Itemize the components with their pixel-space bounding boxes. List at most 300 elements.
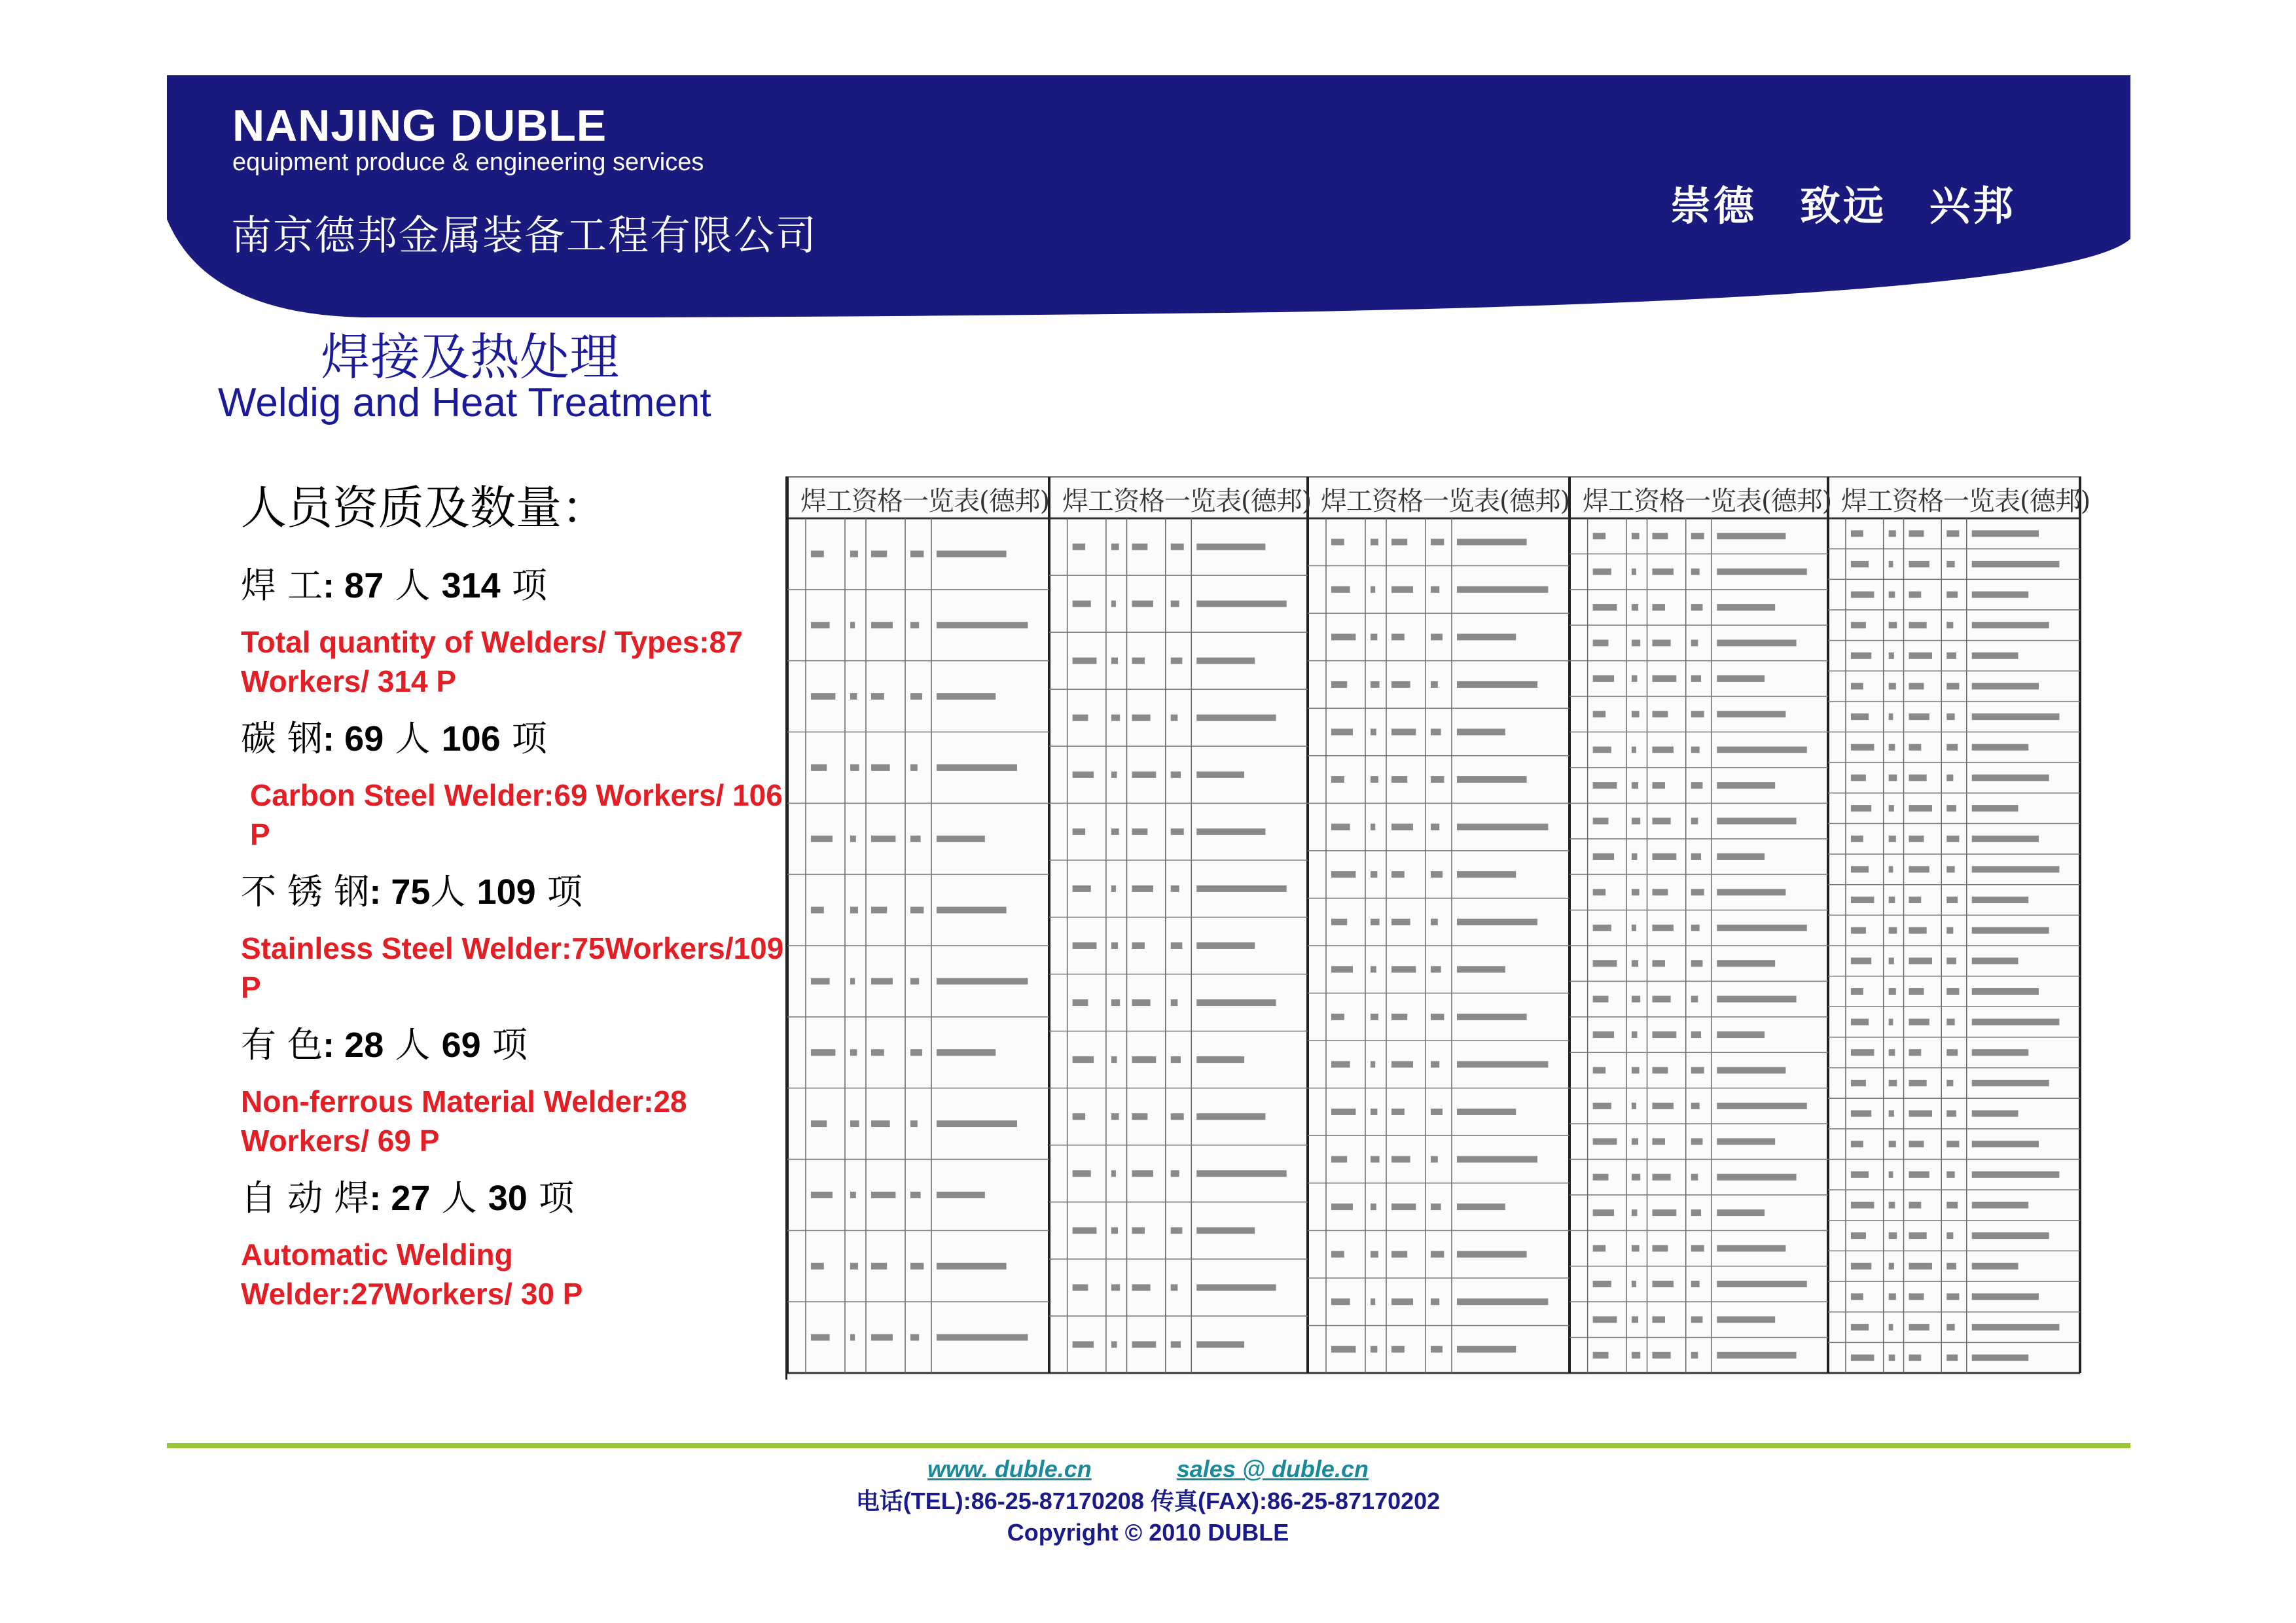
scan-text-mark [1909, 957, 1932, 964]
stat-carbon-steel: 碳 钢: 69 人 106 项 Carbon Steel Welder:69 Workers/ 106 P [241, 713, 784, 854]
scan-text-mark [1331, 586, 1350, 593]
scan-text-mark [1851, 927, 1866, 934]
stat-total: 焊 工: 87 人 314 项 Total quantity of Welders/ Types:87 Workers/ 314 P [241, 560, 784, 701]
scan-text-mark [1889, 592, 1895, 598]
scan-text-mark [1691, 639, 1698, 646]
scan-text-mark [1851, 1263, 1871, 1270]
scan-text-mark [1889, 927, 1897, 934]
scan-text-mark [1632, 639, 1640, 646]
scan-text-mark [937, 1192, 985, 1198]
scan-text-mark [1371, 1204, 1376, 1210]
scan-text-mark [1972, 1049, 2028, 1056]
scan-text-mark [1371, 1346, 1377, 1353]
scan-text-mark [1653, 1103, 1674, 1109]
scan-text-mark [1171, 544, 1184, 550]
scan-text-mark [1653, 1174, 1671, 1181]
scan-text-mark [1371, 1156, 1380, 1163]
scan-text-mark [910, 907, 924, 914]
scan-text-mark [1431, 871, 1443, 878]
scan-text-mark [1132, 885, 1153, 892]
scan-text-mark [1909, 744, 1922, 751]
scan-text-mark [1972, 927, 2049, 934]
scan-text-mark [1889, 1324, 1893, 1330]
scan-text-mark [1889, 1355, 1895, 1361]
scan-text-mark [1946, 927, 1953, 934]
scan-text-mark [1691, 1245, 1704, 1252]
scan-text-mark [1717, 1067, 1785, 1073]
scan-text-mark [1431, 1061, 1439, 1067]
scan-text-mark [1972, 1019, 2060, 1026]
scan-text-mark [1331, 919, 1347, 925]
scan-text-mark [1972, 1080, 2049, 1086]
scan-text-mark [1889, 1232, 1897, 1239]
scan-text-mark [1196, 772, 1244, 778]
scan-text-mark [1632, 1138, 1638, 1145]
scan-text-mark [1132, 544, 1148, 550]
scan-text-mark [850, 1120, 859, 1127]
scan-text-mark [1391, 729, 1416, 736]
scan-text-mark [871, 1263, 887, 1270]
scan-text-mark [1909, 927, 1927, 934]
scan-text-mark [1593, 1067, 1605, 1073]
scan-text-mark [1431, 633, 1443, 640]
scan-text-mark [1593, 1245, 1605, 1252]
scan-text-mark [811, 1049, 835, 1056]
scan-text-mark [1946, 1019, 1954, 1026]
stat-label: 不 锈 钢 [241, 871, 370, 912]
email-link[interactable]: sales @ duble.cn [1176, 1455, 1369, 1482]
scan-text-mark [1391, 1156, 1410, 1163]
scan-text-mark [1171, 1170, 1179, 1177]
scan-text-mark [1909, 1049, 1922, 1056]
scan-text-mark [1653, 1316, 1665, 1323]
scan-text-mark [1073, 885, 1091, 892]
scan-text-mark [1073, 829, 1085, 835]
scan-text-mark [1889, 774, 1897, 781]
stat-non-ferrous: 有 色: 28 人 69 项 Non-ferrous Material Welder:28 Workers/ 69 P [241, 1019, 784, 1160]
scan-text-mark [1946, 561, 1954, 567]
footer [0, 1453, 2296, 1548]
scan-text-mark [1132, 1056, 1157, 1063]
scan-text-mark [1196, 942, 1255, 949]
scan-text-mark [1653, 889, 1668, 895]
stat-en: Automatic Welding Welder:27Workers/ 30 P [241, 1238, 583, 1311]
scan-text-mark [1946, 897, 1958, 903]
scan-text-mark [1132, 942, 1145, 949]
scan-text-mark [1717, 1281, 1806, 1287]
scan-text-mark [1593, 604, 1617, 611]
scan-text-mark [1909, 1080, 1927, 1086]
scan-text-mark [1691, 853, 1701, 860]
stat-en: Total quantity of Welders/ Types:87 Workers/ 314 P [241, 625, 743, 698]
scan-text-mark [1691, 1174, 1698, 1181]
scan-text-mark [1371, 729, 1376, 736]
scan-text-mark [1111, 829, 1119, 835]
scan-text-mark [1691, 818, 1698, 825]
scan-text-mark [1946, 1293, 1959, 1300]
scan-text-mark [1132, 715, 1151, 721]
scan-text-mark [1653, 533, 1668, 539]
scan-text-mark [1889, 1049, 1895, 1056]
scan-text-mark [1653, 1245, 1668, 1252]
scan-text-mark [811, 693, 835, 700]
scan-text-mark [937, 836, 985, 842]
scan-text-mark [1889, 866, 1893, 872]
scan-text-mark [811, 1334, 830, 1341]
scan-text-mark [1691, 960, 1703, 967]
scan-text-mark [1851, 805, 1871, 812]
scan-text-mark [1851, 713, 1869, 720]
scan-text-mark [1632, 1316, 1638, 1323]
scan-text-mark [1717, 569, 1806, 575]
scan-text-mark [1972, 866, 2060, 872]
company-name-en: NANJING DUBLE [232, 101, 607, 151]
scan-text-mark [1371, 824, 1375, 830]
scan-text-mark [1653, 818, 1671, 825]
scan-text-mark [1391, 1251, 1407, 1258]
scan-text-mark [1171, 942, 1183, 949]
scan-text-mark [1073, 1284, 1088, 1291]
stat-count: : 69 [323, 719, 384, 758]
scan-text-mark [850, 978, 855, 984]
scan-text-mark [1909, 1293, 1924, 1300]
scan-text-mark [1331, 1156, 1347, 1163]
footer-divider [167, 1443, 2130, 1448]
scan-text-mark [1972, 805, 2018, 812]
scan-text-mark [1331, 681, 1347, 688]
scan-text-mark [1331, 1061, 1350, 1067]
scan-text-mark [1691, 1138, 1703, 1145]
scan-text-mark [1593, 711, 1605, 717]
scan-text-mark [1946, 1355, 1958, 1361]
scan-text-mark [1909, 1324, 1929, 1330]
scan-text-mark [1171, 1341, 1181, 1347]
scan-text-mark [1972, 1293, 2039, 1300]
scan-text-mark [1889, 561, 1893, 567]
scan-text-mark [1909, 592, 1922, 598]
scan-text-mark [910, 693, 922, 700]
scan-text-mark [1196, 1113, 1265, 1120]
scan-text-mark [1132, 658, 1145, 664]
stat-en: Stainless Steel Welder:75Workers/109 P [241, 931, 784, 1005]
scan-text-mark [1632, 889, 1640, 895]
scan-text-mark [1909, 1263, 1932, 1270]
scan-text-mark [1632, 1031, 1638, 1038]
scan-text-mark [1391, 1204, 1416, 1210]
scan-text-mark [1717, 639, 1796, 646]
scan-text-mark [1132, 601, 1153, 607]
scan-text-mark [1946, 1141, 1959, 1147]
scan-text-mark [1653, 1209, 1677, 1216]
scan-text-mark [1196, 999, 1276, 1006]
scan-text-mark [1717, 604, 1775, 611]
scan-text-mark [1132, 1284, 1151, 1291]
scan-text-mark [1171, 772, 1181, 778]
scan-text-mark [1073, 772, 1094, 778]
scan-text-mark [1431, 1109, 1443, 1115]
scan-text-mark [1371, 539, 1378, 545]
scan-text-mark [1851, 897, 1874, 903]
scan-text-mark [1717, 996, 1796, 1003]
scan-text-mark [1371, 1251, 1378, 1258]
scan-text-mark [1717, 889, 1785, 895]
scan-text-mark [1331, 871, 1355, 878]
scan-text-mark [1909, 1141, 1924, 1147]
scan-text-mark [1889, 683, 1896, 690]
scan-text-mark [1331, 1204, 1353, 1210]
scan-text-mark [850, 1192, 856, 1198]
scan-text-mark [1632, 675, 1638, 682]
scan-text-mark [1653, 853, 1677, 860]
scan-text-mark [811, 764, 827, 771]
scan-text-mark [1691, 1352, 1698, 1359]
scan-text-mark [1632, 533, 1640, 539]
scan-text-mark [1946, 622, 1953, 628]
scan-text-mark [1889, 1202, 1895, 1208]
scan-text-mark [1632, 782, 1638, 789]
scan-text-mark [1391, 824, 1413, 830]
scan-text-mark [1132, 772, 1157, 778]
scan-text-mark [1889, 1019, 1893, 1026]
scan-text-mark [1972, 713, 2060, 720]
scan-text-mark [1593, 960, 1617, 967]
scan-text-mark [1691, 1103, 1700, 1109]
scan-text-mark [1946, 744, 1958, 751]
scan-text-mark [1851, 1324, 1869, 1330]
scan-text-mark [1691, 604, 1703, 611]
scan-text-mark [1972, 988, 2039, 995]
scan-text-mark [1851, 683, 1863, 690]
scan-text-mark [1171, 1056, 1181, 1063]
scan-text-mark [1593, 853, 1614, 860]
scan-text-mark [1691, 569, 1700, 575]
scan-text-mark [1717, 1174, 1796, 1181]
scan-text-mark [1171, 658, 1183, 664]
scan-text-mark [1457, 1204, 1505, 1210]
scan-text-mark [1717, 960, 1775, 967]
company-tagline: equipment produce & engineering services [232, 149, 704, 176]
scan-text-mark [1371, 586, 1375, 593]
scan-text-mark [1391, 633, 1405, 640]
scan-text-mark [1632, 925, 1636, 931]
scan-text-mark [850, 1049, 857, 1056]
scan-text-mark [1889, 652, 1894, 659]
scan-text-mark [1691, 1209, 1701, 1216]
scan-text-mark [1371, 633, 1377, 640]
scan-text-mark [1889, 957, 1894, 964]
scan-text-mark [811, 1192, 833, 1198]
scan-text-mark [1111, 715, 1120, 721]
scan-text-mark [937, 693, 996, 700]
scan-text-mark [1909, 713, 1929, 720]
stat-automatic: 自 动 焊: 27 人 30 项 Automatic Welding Welder:27Workers/ 30 P [241, 1172, 784, 1313]
scan-text-mark [811, 622, 830, 628]
scan-text-mark [1909, 774, 1927, 781]
page-title-cn: 焊接及热处理 [321, 328, 619, 386]
scan-text-mark [1851, 1111, 1871, 1117]
scan-text-mark [1632, 747, 1636, 753]
scan-text-mark [1889, 622, 1897, 628]
stat-count: : 87 [323, 566, 384, 605]
scan-text-mark [1431, 1014, 1444, 1020]
scan-text-mark [1632, 853, 1638, 860]
table-header: 焊工资格一览表(德邦) [1062, 486, 1312, 516]
scan-text-mark [1632, 1281, 1636, 1287]
scan-text-mark [850, 1334, 855, 1341]
scan-text-mark [1691, 889, 1704, 895]
scan-text-mark [1691, 533, 1704, 539]
scan-text-mark [1457, 1251, 1527, 1258]
scan-text-mark [1972, 622, 2049, 628]
scan-text-mark [1946, 1049, 1958, 1056]
scan-text-mark [937, 764, 1017, 771]
scan-text-mark [1909, 988, 1924, 995]
scan-text-mark [1593, 569, 1611, 575]
welder-stats [241, 471, 784, 1325]
scan-text-mark [1111, 1170, 1116, 1177]
stat-label: 碳 钢 [241, 718, 323, 759]
scan-text-mark [1851, 1355, 1874, 1361]
scan-text-mark [1889, 1293, 1896, 1300]
scan-text-mark [871, 764, 890, 771]
scan-text-mark [1691, 925, 1700, 931]
stat-stainless-steel: 不 锈 钢: 75人 109 项 Stainless Steel Welder:75Workers/109 P [241, 866, 784, 1007]
scan-text-mark [1909, 530, 1924, 537]
scan-text-mark [1196, 1227, 1255, 1234]
scan-text-mark [1972, 1263, 2018, 1270]
scan-text-mark [1457, 633, 1516, 640]
scan-text-mark [1909, 897, 1922, 903]
scan-text-mark [1909, 1232, 1927, 1239]
scan-text-mark [1171, 1227, 1183, 1234]
scan-text-mark [1457, 539, 1527, 545]
scan-text-mark [1431, 539, 1444, 545]
scan-text-mark [1717, 782, 1775, 789]
scan-text-mark [811, 978, 830, 984]
scan-text-mark [1371, 1298, 1375, 1305]
scan-text-mark [1653, 1352, 1671, 1359]
scan-text-mark [1717, 747, 1806, 753]
scan-text-mark [1653, 1281, 1674, 1287]
website-link[interactable]: www. duble.cn [927, 1455, 1092, 1482]
scan-text-mark [1653, 1067, 1668, 1073]
scan-text-mark [1431, 681, 1438, 688]
scan-text-mark [1073, 601, 1091, 607]
scan-text-mark [1946, 1111, 1956, 1117]
scan-text-mark [1073, 715, 1088, 721]
scan-text-mark [850, 1263, 858, 1270]
scan-text-mark [1196, 1056, 1244, 1063]
scan-text-mark [1691, 711, 1704, 717]
scan-text-mark [1653, 569, 1674, 575]
copyright: Copyright © 2010 DUBLE [1007, 1519, 1289, 1546]
scan-text-mark [1431, 919, 1438, 925]
scan-text-mark [910, 622, 919, 628]
scan-text-mark [850, 693, 857, 700]
scan-text-mark [1593, 782, 1617, 789]
scan-text-mark [1457, 824, 1548, 830]
stat-types: 109 [476, 872, 536, 912]
scan-text-mark [1909, 1355, 1922, 1361]
scan-text-mark [1391, 1061, 1413, 1067]
scan-text-mark [1132, 829, 1148, 835]
scan-text-mark [1972, 1141, 2039, 1147]
stat-count: : 27 [369, 1179, 431, 1218]
scan-text-mark [1593, 889, 1605, 895]
scan-text-mark [910, 550, 924, 557]
scan-text-mark [1632, 996, 1640, 1003]
scan-text-mark [871, 1334, 893, 1341]
scan-text-mark [811, 907, 824, 914]
scan-text-mark [1171, 601, 1179, 607]
scan-text-mark [1972, 1232, 2049, 1239]
scan-text-mark [1391, 586, 1413, 593]
scan-text-mark [1391, 776, 1407, 783]
table-grid [787, 476, 2083, 1380]
stat-en: Carbon Steel Welder:69 Workers/ 106 P [250, 778, 783, 851]
scan-text-mark [1111, 999, 1120, 1006]
scan-text-mark [1457, 1109, 1516, 1115]
stat-label: 有 色 [241, 1024, 323, 1065]
scan-text-mark [850, 836, 856, 842]
scan-text-mark [1073, 942, 1097, 949]
scan-text-mark [1691, 996, 1698, 1003]
scan-text-mark [1171, 829, 1184, 835]
scan-text-mark [1653, 925, 1674, 931]
scan-text-mark [1653, 1031, 1677, 1038]
scan-text-mark [1457, 729, 1505, 736]
scan-text-mark [811, 1263, 824, 1270]
scan-text-mark [1371, 919, 1380, 925]
scan-text-mark [871, 907, 887, 914]
scan-text-mark [1909, 1019, 1929, 1026]
scan-text-mark [1851, 1080, 1866, 1086]
scan-text-mark [1073, 1170, 1091, 1177]
scan-text-mark [1946, 713, 1954, 720]
scan-text-mark [1132, 1170, 1153, 1177]
scan-text-mark [1972, 683, 2039, 690]
scan-text-mark [1111, 1056, 1117, 1063]
scan-text-mark [1946, 1080, 1953, 1086]
scan-text-mark [1717, 925, 1806, 931]
scan-text-mark [1717, 1138, 1775, 1145]
scan-text-mark [1391, 919, 1410, 925]
scan-text-mark [1073, 544, 1085, 550]
scan-text-mark [1331, 1346, 1355, 1353]
scan-text-mark [871, 1192, 895, 1198]
scan-text-mark [937, 907, 1007, 914]
scan-text-mark [1457, 586, 1548, 593]
scan-text-mark [871, 1049, 884, 1056]
scan-text-mark [1111, 601, 1116, 607]
scan-text-mark [1632, 604, 1638, 611]
scan-text-mark [1331, 1251, 1344, 1258]
scan-text-mark [1653, 747, 1674, 753]
scan-text-mark [910, 1192, 921, 1198]
scan-text-mark [1196, 829, 1265, 835]
scan-text-mark [937, 550, 1007, 557]
scan-text-mark [1851, 530, 1863, 537]
scan-text-mark [871, 550, 887, 557]
scan-text-mark [1717, 1316, 1775, 1323]
scan-text-mark [1371, 966, 1376, 972]
scan-text-mark [1593, 1103, 1611, 1109]
stat-count: : 28 [323, 1026, 384, 1065]
scan-text-mark [1909, 683, 1924, 690]
scan-text-mark [1972, 1355, 2028, 1361]
stat-types: 314 [441, 566, 501, 605]
scan-text-mark [937, 622, 1028, 628]
